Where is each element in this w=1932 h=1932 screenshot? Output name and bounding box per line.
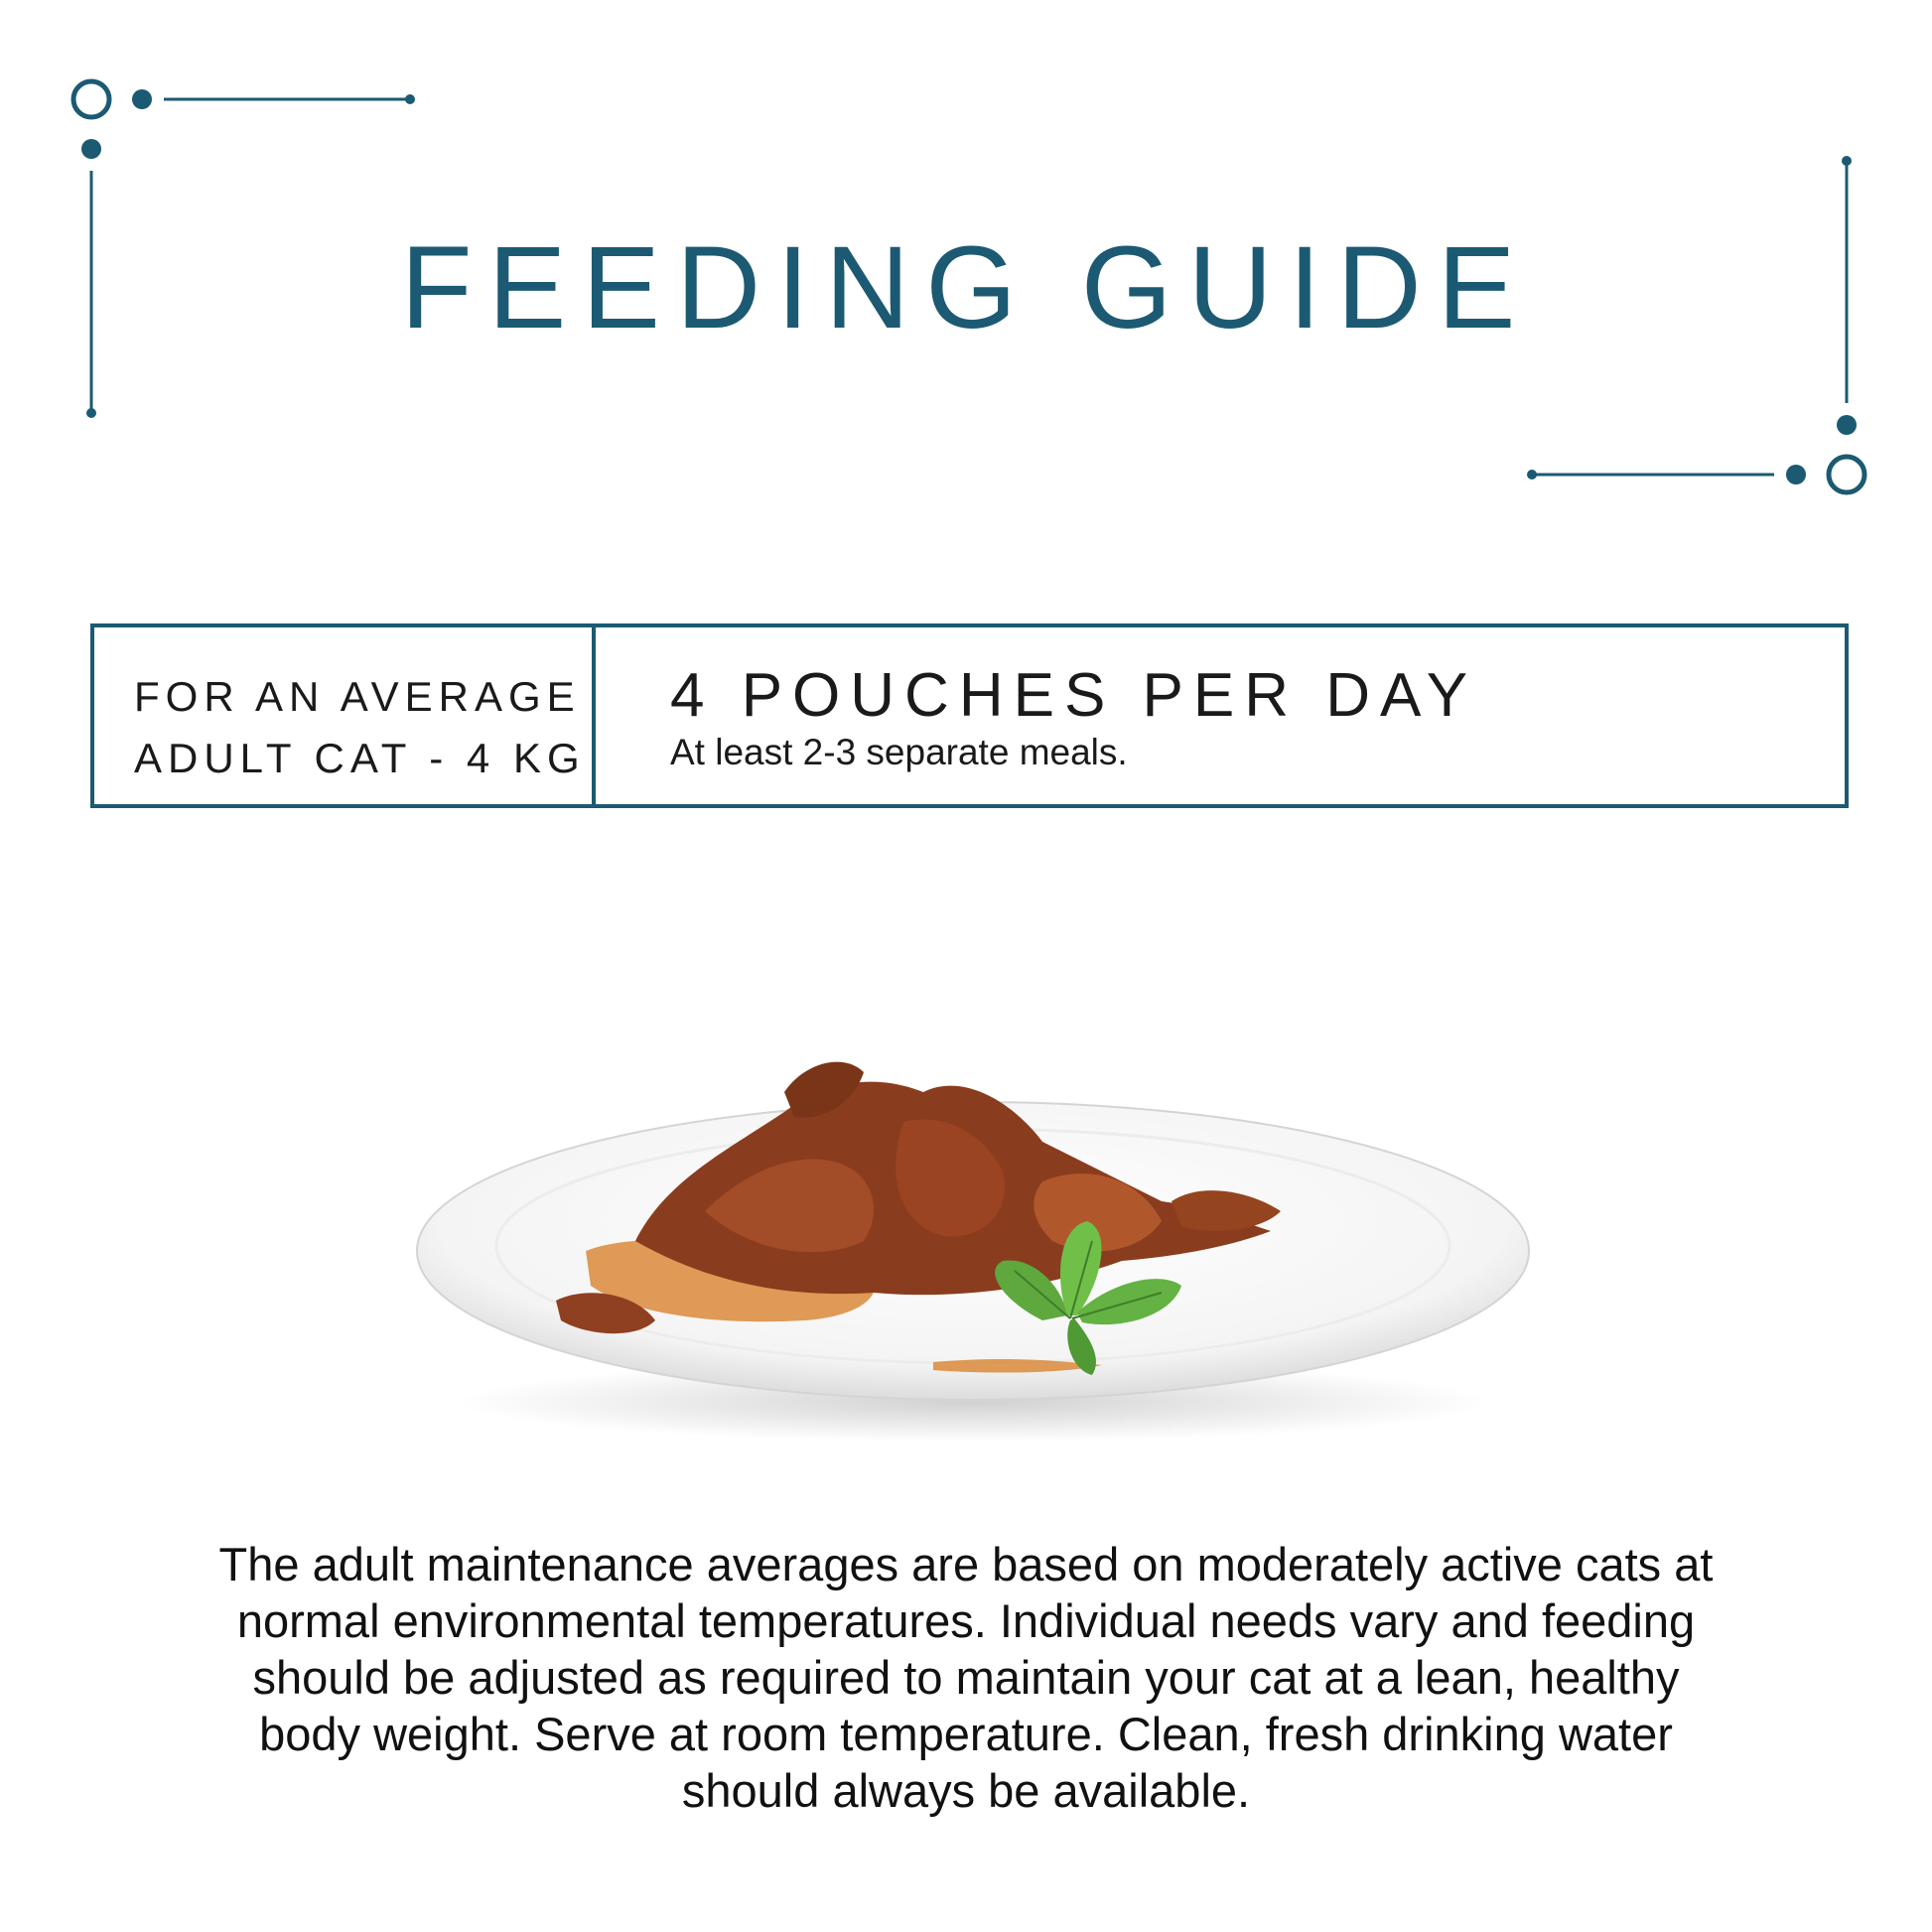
- portion-cell: [596, 627, 1477, 804]
- page-title: FEEDING GUIDE: [400, 222, 1532, 353]
- meals-note: At least 2-3 separate meals.: [670, 732, 1128, 772]
- cat-profile-line-1: FOR AN AVERAGE: [134, 673, 581, 720]
- cat-profile-cell: [94, 627, 596, 804]
- plate-illustration: [407, 1033, 1539, 1449]
- feeding-table: [90, 623, 1849, 808]
- cat-profile-line-2: ADULT CAT - 4 KG: [134, 735, 586, 781]
- portion-amount: 4 POUCHES PER DAY: [670, 661, 1478, 730]
- feeding-disclaimer: The adult maintenance averages are based on moderately active cats at normal environmental temperatures. Individual needs vary and feeding should be adjusted as required to maintain your cat at a lean, healthy body weight. Serve at room temperature. Clean, fresh drinking water should always be available.: [218, 1538, 1714, 1817]
